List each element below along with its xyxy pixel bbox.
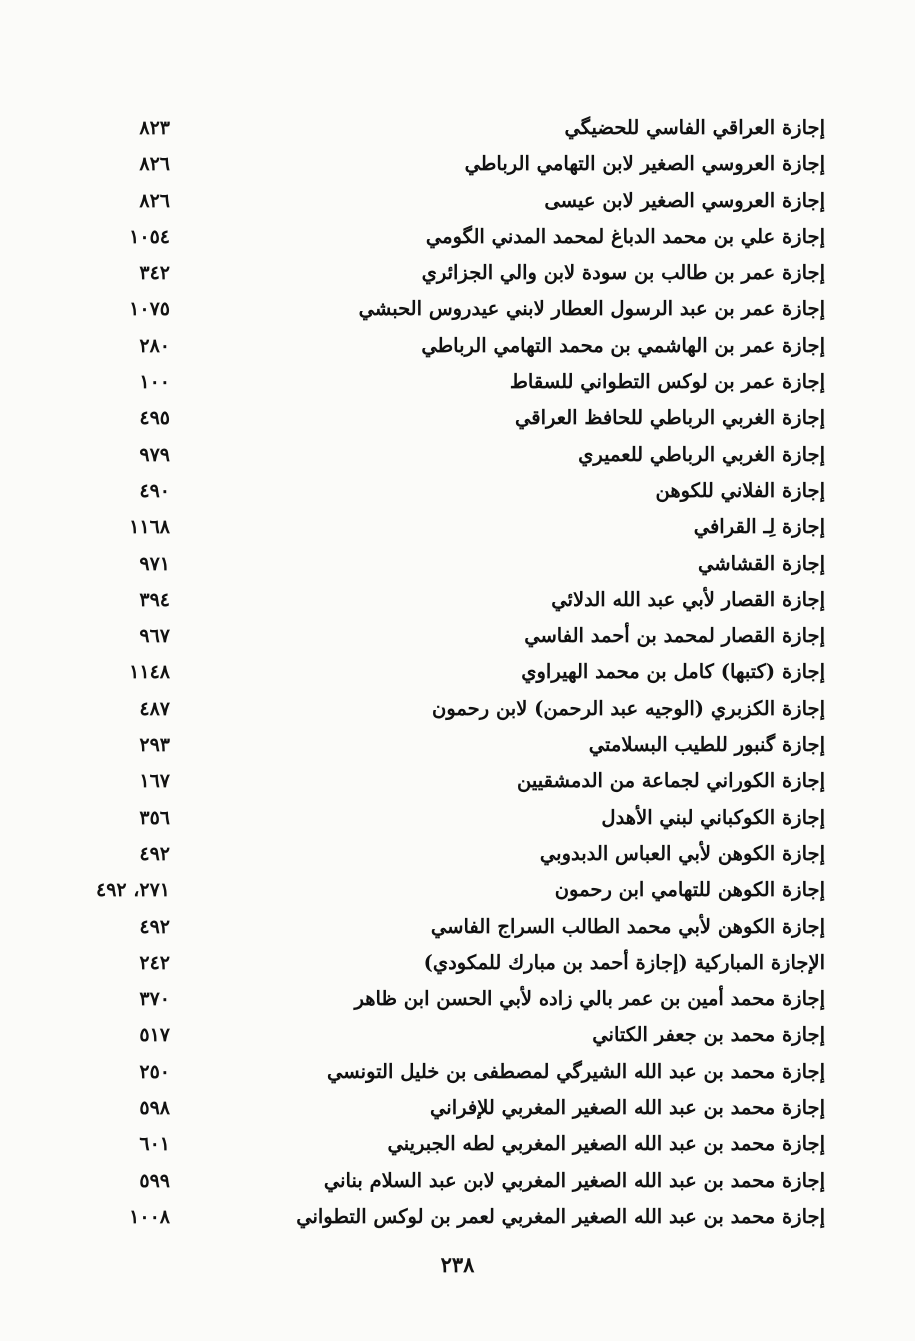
entry-title: إجازة عمر بن الهاشمي بن محمد التهامي الرباطي xyxy=(421,333,825,357)
index-entry xyxy=(60,292,825,328)
entry-page-ref: ١١٤٨ xyxy=(129,661,170,684)
entry-page-ref: ١٠٠ xyxy=(139,371,170,394)
entry-title: إجازة العروسي الصغير لابن عيسى xyxy=(544,188,825,212)
index-entry xyxy=(60,655,825,691)
entry-page-ref: ٥٩٩ xyxy=(139,1169,170,1192)
index-list xyxy=(60,111,825,1236)
index-entry xyxy=(60,365,825,401)
index-entry xyxy=(60,764,825,800)
entry-title: إجازة الكوهن لأبي محمد الطالب السراج الفاسي xyxy=(430,914,825,938)
entry-title: إجازة علي بن محمد الدباغ لمحمد المدني الگومي xyxy=(425,224,825,248)
entry-page-ref: ٣٤٢ xyxy=(139,262,170,285)
entry-title: إجازة العراقي الفاسي للحضيگي xyxy=(564,116,825,139)
entry-page-ref: ٢٥٠ xyxy=(139,1060,170,1083)
entry-title: إجازة محمد بن عبد الله الشيرگي لمصطفى بن خليل التونسي xyxy=(327,1059,825,1083)
entry-page-ref: ٤٨٧ xyxy=(139,697,170,720)
entry-title: إجازة الغربي الرباطي للحافظ العراقي xyxy=(515,406,825,430)
entry-title: إجازة الفلاني للكوهن xyxy=(655,478,825,502)
index-entry xyxy=(60,837,825,873)
entry-title: الإجازة المباركية (إجازة أحمد بن مبارك للمكودي) xyxy=(423,950,825,974)
entry-title: إجازة محمد بن عبد الله الصغير المغربي للإفراني xyxy=(430,1096,825,1120)
entry-title: إجازة العروسي الصغير لابن التهامي الرباطي xyxy=(464,152,825,176)
index-entry xyxy=(60,801,825,837)
index-entry xyxy=(60,1127,825,1163)
entry-title: إجازة الكوهن للتهامي ابن رحمون xyxy=(554,878,825,902)
index-entry xyxy=(60,438,825,474)
entry-page-ref: ٩٦٧ xyxy=(139,625,170,648)
index-entry xyxy=(60,728,825,764)
entry-title: إجازة (كتبها) كامل بن محمد الهيراوي xyxy=(521,660,825,684)
index-entry xyxy=(60,547,825,583)
entry-page-ref: ١٠٥٤ xyxy=(129,225,170,248)
entry-page-ref: ٥١٧ xyxy=(139,1024,170,1047)
entry-title: إجازة عمر بن لوكس التطواني للسقاط xyxy=(509,370,825,394)
entry-title: إجازة الكوكباني لبني الأهدل xyxy=(601,805,825,829)
entry-page-ref: ٨٢٣ xyxy=(139,117,170,139)
entry-title: إجازة محمد أمين بن عمر بالي زاده لأبي الحسن ابن ظاهر xyxy=(354,987,825,1011)
entry-title: إجازة محمد بن عبد الله الصغير المغربي لابن عبد السلام بناني xyxy=(323,1168,825,1192)
index-entry xyxy=(60,873,825,909)
index-entry xyxy=(60,510,825,546)
entry-page-ref: ٤٩٠ xyxy=(139,479,170,502)
entry-page-ref: ٩٧٩ xyxy=(139,443,170,466)
entry-page-ref: ٣٩٤ xyxy=(139,588,170,611)
entry-title: إجازة گنبور للطيب البسلامتي xyxy=(588,733,825,757)
index-entry xyxy=(60,1018,825,1054)
index-entry xyxy=(60,147,825,183)
entry-title: إجازة الكوراني لجماعة من الدمشقيين xyxy=(517,769,825,793)
entry-title: إجازة لِـ القرافي xyxy=(693,515,825,539)
entry-page-ref: ٦٠١ xyxy=(139,1133,170,1156)
index-entry xyxy=(60,1200,825,1236)
page-number: ٢٣٨ xyxy=(440,1252,475,1277)
entry-page-ref: ٢٧١، ٤٩٢ xyxy=(96,879,170,902)
entry-title: إجازة محمد بن عبد الله الصغير المغربي لعمر بن لوكس التطواني xyxy=(296,1204,825,1228)
index-entry xyxy=(60,256,825,292)
entry-page-ref: ٨٢٦ xyxy=(139,153,170,176)
entry-title: إجازة عمر بن عبد الرسول العطار لابني عيدروس الحبشي xyxy=(358,297,825,321)
entry-page-ref: ٤٩٢ xyxy=(139,915,170,938)
entry-title: إجازة الكزبري (الوجيه عبد الرحمن) لابن رحمون xyxy=(432,696,825,720)
entry-page-ref: ١٠٠٨ xyxy=(129,1205,170,1228)
index-entry xyxy=(60,910,825,946)
entry-page-ref: ٤٩٢ xyxy=(139,842,170,865)
entry-title: إجازة الغربي الرباطي للعميري xyxy=(578,442,825,466)
entry-page-ref: ١٦٧ xyxy=(139,770,170,793)
index-entry xyxy=(60,184,825,220)
entry-title: إجازة محمد بن عبد الله الصغير المغربي لطه الجبريني xyxy=(387,1132,825,1156)
entry-page-ref: ٢٨٠ xyxy=(139,334,170,357)
index-entry xyxy=(60,946,825,982)
entry-title: إجازة عمر بن طالب بن سودة لابن والي الجزائري xyxy=(421,261,825,285)
entry-page-ref: ٩٧١ xyxy=(139,552,170,575)
index-entry xyxy=(60,1091,825,1127)
entry-title: إجازة القصار لمحمد بن أحمد الفاسي xyxy=(524,624,825,648)
index-entry xyxy=(60,220,825,256)
index-entry xyxy=(60,982,825,1018)
index-entry xyxy=(60,619,825,655)
index-entry xyxy=(60,583,825,619)
entry-page-ref: ٢٤٢ xyxy=(139,951,170,974)
entry-page-ref: ٥٩٨ xyxy=(139,1097,170,1120)
entry-page-ref: ٢٩٣ xyxy=(139,734,170,757)
entry-page-ref: ١٠٧٥ xyxy=(129,298,170,321)
index-entry xyxy=(60,329,825,365)
index-entry xyxy=(60,401,825,437)
entry-page-ref: ٨٢٦ xyxy=(139,189,170,212)
index-entry xyxy=(60,692,825,728)
entry-title: إجازة محمد بن جعفر الكتاني xyxy=(592,1023,825,1047)
entry-page-ref: ١١٦٨ xyxy=(129,516,170,539)
index-entry xyxy=(60,1164,825,1200)
index-entry xyxy=(60,474,825,510)
entry-title: إجازة القصار لأبي عبد الله الدلائي xyxy=(551,587,825,611)
index-entry xyxy=(60,1055,825,1091)
entry-page-ref: ٤٩٥ xyxy=(139,407,170,430)
entry-title: إجازة الكوهن لأبي العباس الدبدوبي xyxy=(539,841,825,865)
entry-page-ref: ٣٧٠ xyxy=(139,988,170,1011)
entry-title: إجازة القشاشي xyxy=(698,551,825,575)
index-entry xyxy=(60,111,825,147)
entry-page-ref: ٣٥٦ xyxy=(139,806,170,829)
